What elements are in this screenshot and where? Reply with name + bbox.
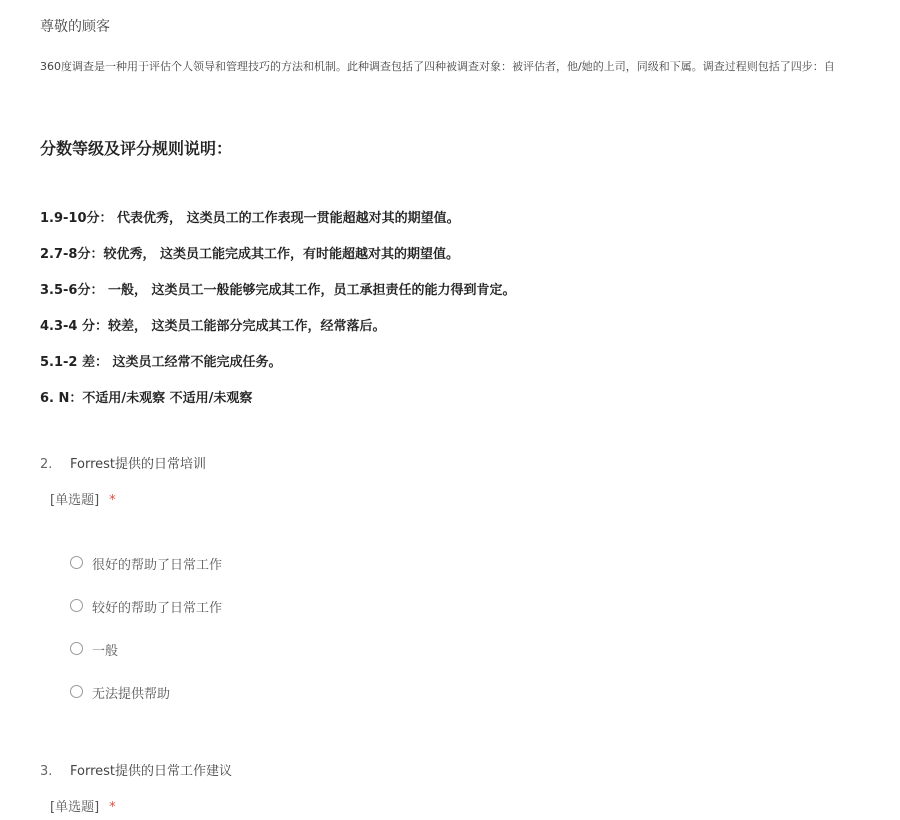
greeting-text: 尊敬的顾客 bbox=[40, 19, 110, 35]
question-number: 2. bbox=[40, 457, 53, 472]
required-star: * bbox=[109, 493, 116, 508]
question-type-row bbox=[50, 796, 860, 815]
question-text: Forrest提供的日常工作建议 bbox=[70, 764, 233, 779]
question-type-row bbox=[50, 489, 860, 508]
rule-item: 6. N：不适用/未观察 不适用/未观察 bbox=[40, 391, 253, 406]
radio-button[interactable] bbox=[70, 685, 83, 698]
rule-item: 2.7-8分：较优秀， 这类员工能完成其工作，有时能超越对其的期望值。 bbox=[40, 247, 459, 262]
option-label: 较好的帮助了日常工作 bbox=[92, 601, 223, 616]
rules-title: 分数等级及评分规则说明： bbox=[40, 139, 233, 158]
radio-button[interactable] bbox=[70, 556, 83, 569]
radio-option[interactable] bbox=[70, 640, 222, 683]
option-label: 一般 bbox=[92, 644, 119, 659]
radio-option[interactable] bbox=[70, 683, 222, 726]
rules-list bbox=[40, 207, 516, 423]
question-type-label: [单选题] bbox=[50, 493, 100, 508]
radio-button[interactable] bbox=[70, 642, 83, 655]
radio-option[interactable] bbox=[70, 554, 222, 597]
rule-item: 3.5-6分： 一般， 这类员工一般能够完成其工作，员工承担责任的能力得到肯定。 bbox=[40, 283, 516, 298]
question-3 bbox=[40, 760, 860, 820]
question-2 bbox=[40, 453, 860, 713]
intro-text: 360度调查是一种用于评估个人领导和管理技巧的方法和机制。此种调查包括了四种被调查对象：被评估者，他/她的上司，同级和下属。调查过程则包括了四步：自 bbox=[40, 60, 835, 73]
required-star: * bbox=[109, 800, 116, 815]
option-label: 很好的帮助了日常工作 bbox=[92, 558, 223, 573]
rule-item: 4.3-4 分：较差， 这类员工能部分完成其工作，经常落后。 bbox=[40, 319, 386, 334]
question-text: Forrest提供的日常培训 bbox=[70, 457, 207, 472]
radio-option[interactable] bbox=[70, 597, 222, 640]
radio-button[interactable] bbox=[70, 599, 83, 612]
question-title bbox=[40, 760, 860, 779]
radio-option-list bbox=[70, 554, 222, 726]
rule-item: 1.9-10分： 代表优秀， 这类员工的工作表现一贯能超越对其的期望值。 bbox=[40, 211, 460, 226]
question-title bbox=[40, 453, 860, 472]
question-number: 3. bbox=[40, 764, 53, 779]
option-label: 无法提供帮助 bbox=[92, 687, 171, 702]
rule-item: 5.1-2 差： 这类员工经常不能完成任务。 bbox=[40, 355, 282, 370]
question-type-label: [单选题] bbox=[50, 800, 100, 815]
